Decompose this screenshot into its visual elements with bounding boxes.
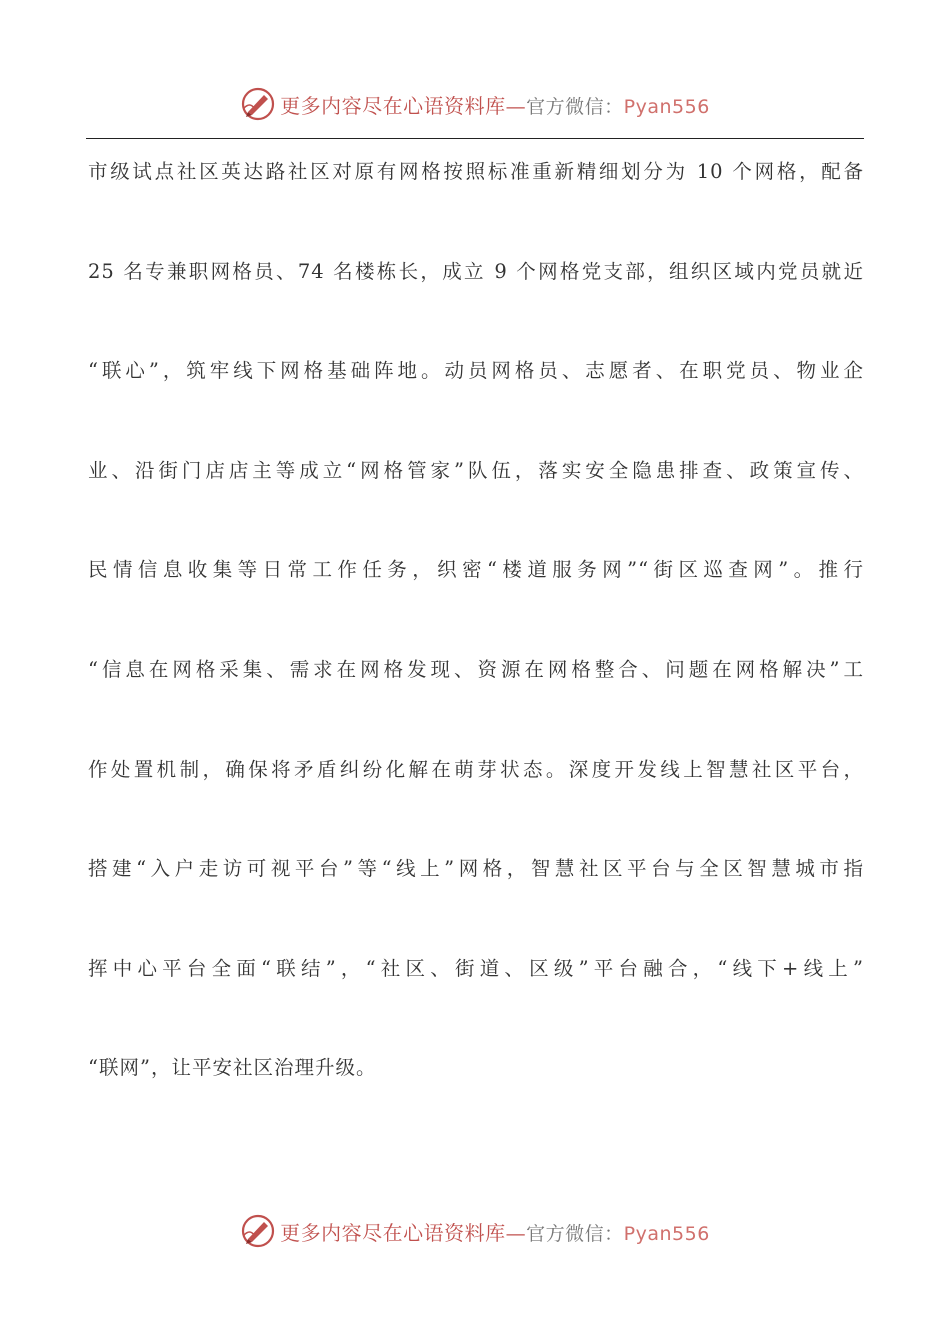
banner-wechat-label: 官方微信： [526, 95, 624, 118]
banner-wechat-label: 官方微信： [526, 1222, 624, 1245]
text-line: “联网”，让平安社区治理升级。 [88, 1056, 377, 1080]
text-line: 挥中心平台全面“联结”，“社区、街道、区级”平台融合，“线下+线上” [88, 956, 864, 980]
text-line: “信息在网格采集、需求在网格发现、资源在网格整合、问题在网格解决”工 [88, 657, 864, 681]
banner-wechat-id: Pyan556 [623, 1222, 710, 1245]
text-line: 作处置机制，确保将矛盾纠纷化解在萌芽状态。深度开发线上智慧社区平台， [88, 757, 864, 781]
footer-banner [0, 1211, 950, 1251]
text-line: 25 名专兼职网格员、74 名楼栋长，成立 9 个网格党支部，组织区域内党员就近 [88, 259, 864, 283]
text-line: 业、沿街门店店主等成立“网格管家”队伍，落实安全隐患排查、政策宣传、 [88, 458, 864, 482]
text-line: “联心”，筑牢线下网格基础阵地。动员网格员、志愿者、在职党员、物业企 [88, 359, 864, 383]
pen-logo-icon [240, 1213, 276, 1249]
banner-main-text: 更多内容尽在心语资料库— [280, 1220, 527, 1245]
header-divider [86, 138, 864, 139]
text-line: 市级试点社区英达路社区对原有网格按照标准重新精细划分为 10 个网格，配备 [88, 160, 864, 183]
banner-main-text: 更多内容尽在心语资料库— [280, 93, 527, 118]
banner-text [280, 1217, 710, 1246]
pen-logo-icon [240, 86, 276, 122]
text-line: 民情信息收集等日常工作任务，织密“楼道服务网”“街区巡查网”。推行 [88, 558, 864, 582]
banner-text [280, 90, 710, 119]
banner-wechat-id: Pyan556 [623, 95, 710, 118]
document-body [88, 152, 864, 1148]
header-banner [0, 84, 950, 124]
text-line: 搭建“入户走访可视平台”等“线上”网格，智慧社区平台与全区智慧城市指 [88, 857, 864, 881]
